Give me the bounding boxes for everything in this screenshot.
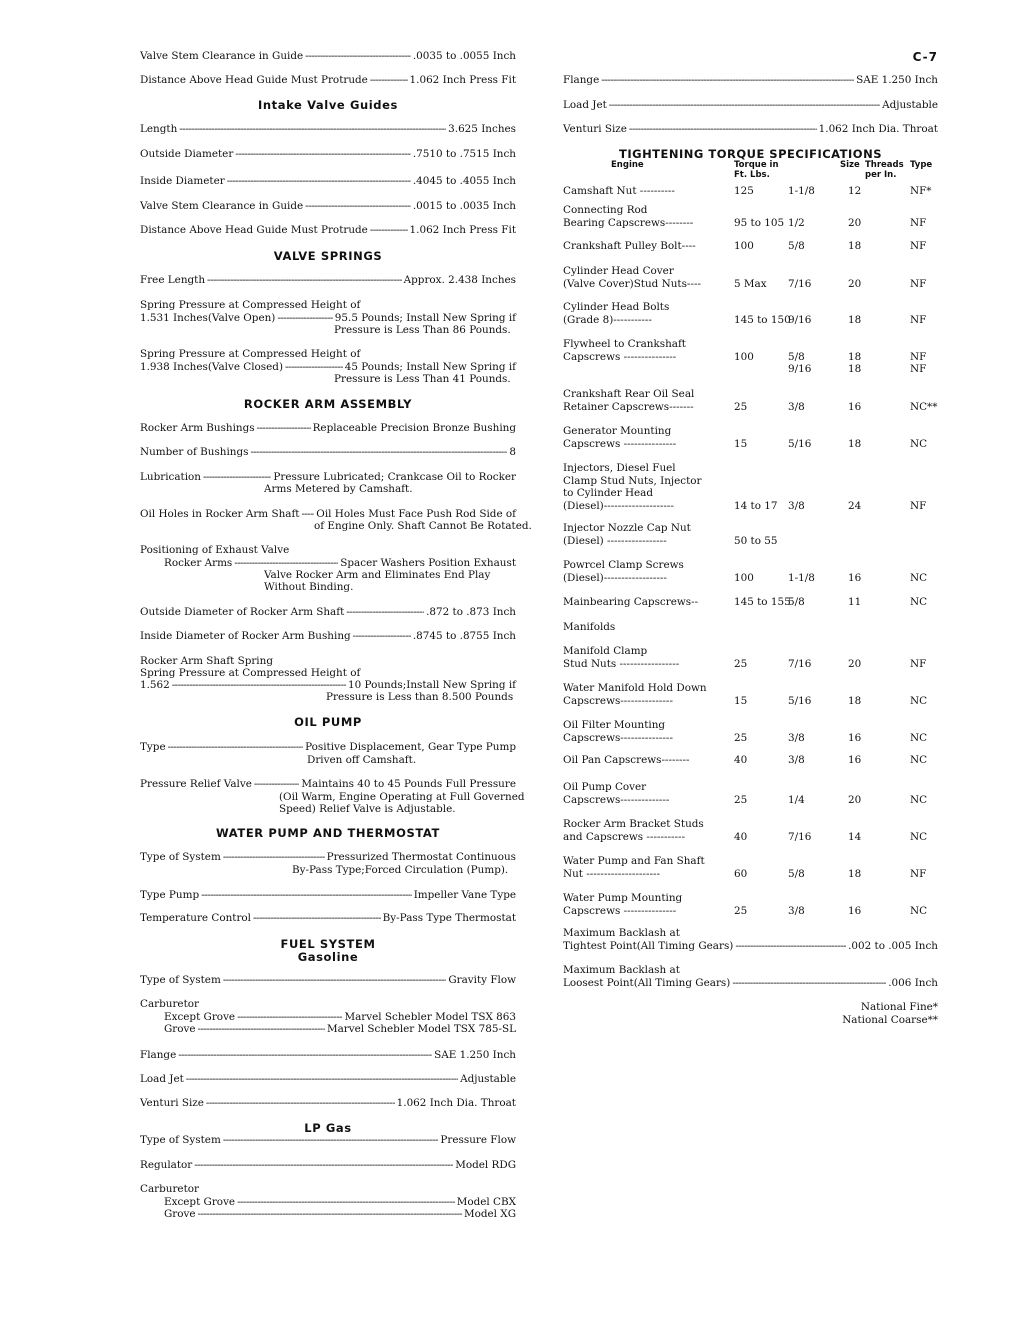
torque-row-torque: 145 to 150 xyxy=(734,313,791,326)
torque-row-threads: 20 xyxy=(848,216,862,229)
torque-row-torque: 50 to 55 xyxy=(734,534,778,547)
torque-row-torque: 25 xyxy=(734,657,748,670)
torque-row-name: Rocker Arm Bracket Studs and Capscrews ----------- xyxy=(563,818,704,843)
torque-row-type: NC xyxy=(910,571,928,584)
torque-row-type: NF* xyxy=(910,185,932,197)
torque-row-type: NC xyxy=(910,754,928,766)
torque-row-threads: 16 xyxy=(848,904,862,917)
spec-row: Type of System ----- Pressurized Thermostat Continuous xyxy=(140,851,516,863)
spec-line: Without Binding. xyxy=(264,581,354,593)
spec-line: Pressure is Less Than 41 Pounds. xyxy=(334,373,511,385)
spec-line: of Engine Only. Shaft Cannot Be Rotated. xyxy=(314,520,532,532)
torque-row-name: Oil Pan Capscrews-------- xyxy=(563,754,690,766)
torque-row-threads: 18 xyxy=(848,313,862,326)
column-header-size: Size xyxy=(840,160,860,170)
torque-row-type: NF xyxy=(910,657,927,670)
torque-row-torque: 14 to 17 xyxy=(734,499,778,512)
column-header-type: Type xyxy=(910,160,933,170)
torque-row-threads: 20 xyxy=(848,277,862,290)
torque-row-name: Oil Filter Mounting Capscrews--------------- xyxy=(563,719,673,744)
note-national-coarse: National Coarse** xyxy=(842,1014,938,1026)
torque-row-torque: 100 xyxy=(734,571,754,584)
torque-row-size: 1-1/8 xyxy=(788,185,815,197)
torque-row-name: Injector Nozzle Cap Nut (Diesel) ----------------- xyxy=(563,522,691,547)
spec-row: Valve Stem Clearance in Guide ----- .0035 to .0055 Inch xyxy=(140,50,516,62)
torque-row-threads: 16 xyxy=(848,754,862,766)
torque-row-size: 7/16 xyxy=(788,277,812,290)
torque-row-name: Generator Mounting Capscrews --------------- xyxy=(563,425,677,450)
fuel-system-heading: FUEL SYSTEM Gasoline xyxy=(140,938,516,964)
spec-line: Maximum Backlash at xyxy=(563,927,680,939)
torque-row-name: Oil Pump Cover Capscrews-------------- xyxy=(563,781,670,806)
spec-row: Rocker Arms ----- Spacer Washers Position Exhaust xyxy=(164,557,516,569)
torque-row-type: NF xyxy=(910,277,927,290)
torque-row-torque: 125 xyxy=(734,185,754,197)
spec-row: Load Jet ----- Adjustable xyxy=(563,99,938,111)
torque-row-torque: 5 Max xyxy=(734,277,767,290)
spec-row: Type of System ----- Gravity Flow xyxy=(140,974,516,986)
torque-row-torque: 100 xyxy=(734,350,754,363)
torque-row-threads: 20 xyxy=(848,657,862,670)
torque-row-size: 1/2 xyxy=(788,216,805,229)
torque-row-type: NC xyxy=(910,793,928,806)
torque-row-threads: 14 xyxy=(848,830,862,843)
torque-row-torque: 95 to 105 xyxy=(734,216,785,229)
rocker-arm-heading: ROCKER ARM ASSEMBLY xyxy=(243,397,413,411)
torque-row-torque: 15 xyxy=(734,694,748,707)
torque-row-size: 3/8 xyxy=(788,754,805,766)
torque-row-name: Mainbearing Capscrews-- xyxy=(563,596,699,608)
torque-row-threads: 20 xyxy=(848,793,862,806)
spec-row: Grove ----- Model XG xyxy=(164,1208,516,1220)
spec-row: Lubrication ----- Pressure Lubricated; Crankcase Oil to Rocker xyxy=(140,471,516,483)
column-header-threads: Threads per In. xyxy=(865,160,904,180)
spec-line: Pressure is Less Than 86 Pounds. xyxy=(334,324,511,336)
spec-row: 1.562 ----- 10 Pounds;Install New Spring if xyxy=(140,679,516,691)
torque-row-name: Manifold Clamp Stud Nuts ----------------- xyxy=(563,645,680,670)
spec-line: Valve Rocker Arm and Eliminates End Play xyxy=(264,569,491,581)
spec-line: Maximum Backlash at xyxy=(563,964,680,976)
column-header-engine: Engine xyxy=(611,160,644,170)
torque-row-torque: 40 xyxy=(734,754,748,766)
torque-row-size: 3/8 xyxy=(788,904,805,917)
torque-row-threads: 18 xyxy=(848,240,862,252)
spec-line: Spring Pressure at Compressed Height of xyxy=(140,348,361,360)
fuel-subheading: Gasoline xyxy=(297,950,359,964)
spec-row: Type Pump ----- Impeller Vane Type xyxy=(140,889,516,901)
thread-notes xyxy=(842,1001,938,1027)
oil-pump-heading: OIL PUMP xyxy=(294,715,362,729)
torque-row-type: NC** xyxy=(910,400,938,413)
torque-row-name: Camshaft Nut ---------- xyxy=(563,185,675,197)
spec-row: Outside Diameter of Rocker Arm Shaft ----- .872 to .873 Inch xyxy=(140,606,516,618)
torque-row-size: 5/8 9/16 xyxy=(788,350,812,375)
column-header-torque: Torque in Ft. Lbs. xyxy=(734,160,779,180)
spec-line: Spring Pressure at Compressed Height of xyxy=(140,667,361,679)
torque-row-size: 5/8 xyxy=(788,596,805,608)
torque-row-size: 3/8 xyxy=(788,731,805,744)
torque-row-type: NC xyxy=(910,437,928,450)
torque-row-threads: 16 xyxy=(848,731,862,744)
torque-row-name: Connecting Rod Bearing Capscrews-------- xyxy=(563,204,694,229)
spec-line: Speed) Relief Valve is Adjustable. xyxy=(279,803,456,815)
torque-row-threads: 18 xyxy=(848,437,862,450)
torque-row-name: Water Pump Mounting Capscrews --------------- xyxy=(563,892,683,917)
spec-row: 1.531 Inches(Valve Open) ----- 95.5 Pounds; Install New Spring if xyxy=(140,312,516,324)
torque-row-size: 1-1/8 xyxy=(788,571,815,584)
torque-row-torque: 100 xyxy=(734,240,754,252)
torque-row-name: Water Pump and Fan Shaft Nut --------------------- xyxy=(563,855,705,880)
spec-line: By-Pass Type;Forced Circulation (Pump). xyxy=(292,864,509,876)
torque-row-torque: 25 xyxy=(734,400,748,413)
torque-row-size: 9/16 xyxy=(788,313,812,326)
torque-row-size: 5/16 xyxy=(788,694,812,707)
torque-row-type: NC xyxy=(910,596,928,608)
spec-row: Venturi Size ----- 1.062 Inch Dia. Throat xyxy=(140,1097,516,1109)
torque-row-torque: 25 xyxy=(734,904,748,917)
spec-row: Type ----- Positive Displacement, Gear Type Pump xyxy=(140,741,516,753)
spec-line: Pressure is Less than 8.500 Pounds xyxy=(326,691,514,703)
torque-row-size: 1/4 xyxy=(788,793,805,806)
torque-row-torque: 60 xyxy=(734,867,748,880)
spec-row: Flange ----- SAE 1.250 Inch xyxy=(563,74,938,86)
spec-row: Regulator ----- Model RDG xyxy=(140,1159,516,1171)
torque-row-name: Manifolds xyxy=(563,621,616,633)
spec-row: Venturi Size ----- 1.062 Inch Dia. Throat xyxy=(563,123,938,135)
torque-row-name: Crankshaft Pulley Bolt---- xyxy=(563,240,696,252)
torque-table-heading: TIGHTENING TORQUE SPECIFICATIONS xyxy=(619,147,882,161)
torque-row-threads: 18 xyxy=(848,867,862,880)
torque-row-size: 7/16 xyxy=(788,657,812,670)
spec-line: Driven off Camshaft. xyxy=(307,754,417,766)
torque-row-name: Crankshaft Rear Oil Seal Retainer Capscrews------- xyxy=(563,388,695,413)
torque-row-name: Flywheel to Crankshaft Capscrews --------------- xyxy=(563,338,686,363)
spec-row: Except Grove ----- Model CBX xyxy=(164,1196,516,1208)
spec-row: Load Jet ----- Adjustable xyxy=(140,1073,516,1085)
spec-row: Valve Stem Clearance in Guide ----- .0015 to .0035 Inch xyxy=(140,200,516,212)
spec-row: Rocker Arm Bushings ----- Replaceable Precision Bronze Bushing xyxy=(140,422,516,434)
torque-row-threads: 12 xyxy=(848,185,862,197)
note-national-fine: National Fine* xyxy=(860,1001,938,1013)
torque-row-size: 3/8 xyxy=(788,400,805,413)
torque-row-threads: 16 xyxy=(848,400,862,413)
torque-row-size: 5/16 xyxy=(788,437,812,450)
spec-row: Inside Diameter ----- .4045 to .4055 Inch xyxy=(140,175,516,187)
torque-row-size: 5/8 xyxy=(788,867,805,880)
torque-row-torque: 25 xyxy=(734,793,748,806)
torque-row-type: NC xyxy=(910,830,928,843)
torque-row-type: NC xyxy=(910,904,928,917)
spec-row: 1.938 Inches(Valve Closed) ----- 45 Pounds; Install New Spring if xyxy=(140,361,516,373)
spec-row: Length ----- 3.625 Inches xyxy=(140,123,516,135)
torque-row-size: 7/16 xyxy=(788,830,812,843)
torque-row-torque: 40 xyxy=(734,830,748,843)
torque-row-threads: 16 xyxy=(848,571,862,584)
valve-springs-heading: VALVE SPRINGS xyxy=(273,249,383,263)
spec-row: Grove ----- Marvel Schebler Model TSX 785-SL xyxy=(164,1023,516,1035)
spec-row: Outside Diameter ----- .7510 to .7515 Inch xyxy=(140,148,516,160)
spec-row: Temperature Control ----- By-Pass Type Thermostat xyxy=(140,912,516,924)
torque-row-name: Cylinder Head Bolts (Grade 8)----------- xyxy=(563,301,670,326)
spec-row: Except Grove ----- Marvel Schebler Model TSX 863 xyxy=(164,1011,516,1023)
torque-row-type: NF xyxy=(910,867,927,880)
spec-row: Oil Holes in Rocker Arm Shaft ----- Oil Holes Must Face Push Rod Side of xyxy=(140,508,516,520)
torque-row-name: Cylinder Head Cover (Valve Cover)Stud Nuts---- xyxy=(563,265,701,290)
torque-row-type: NF xyxy=(910,240,927,252)
torque-row-torque: 15 xyxy=(734,437,748,450)
spec-row: Pressure Relief Valve ----- Maintains 40 to 45 Pounds Full Pressure xyxy=(140,778,516,790)
page-number: C-7 xyxy=(912,50,938,64)
torque-row-type: NF xyxy=(910,499,927,512)
spec-row: Distance Above Head Guide Must Protrude ----- 1.062 Inch Press Fit xyxy=(140,74,516,86)
lp-gas-heading: LP Gas xyxy=(304,1121,352,1135)
torque-row-name: Injectors, Diesel Fuel Clamp Stud Nuts, Injector to Cylinder Head (Diesel)-------------------- xyxy=(563,462,702,512)
torque-row-type: NF xyxy=(910,216,927,229)
torque-row-size: 3/8 xyxy=(788,499,805,512)
spec-line: Carburetor xyxy=(140,1183,199,1195)
spec-row: Tightest Point(All Timing Gears) ----- .002 to .005 Inch xyxy=(563,940,938,952)
spec-row: Distance Above Head Guide Must Protrude ----- 1.062 Inch Press Fit xyxy=(140,224,516,236)
torque-row-type: NC xyxy=(910,694,928,707)
spec-row: Inside Diameter of Rocker Arm Bushing ----- .8745 to .8755 Inch xyxy=(140,630,516,642)
torque-row-type: NF xyxy=(910,313,927,326)
spec-row: Free Length ----- Approx. 2.438 Inches xyxy=(140,274,516,286)
torque-row-size: 5/8 xyxy=(788,240,805,252)
torque-row-threads: 24 xyxy=(848,499,862,512)
torque-row-type: NF NF xyxy=(910,350,927,375)
spec-line: Positioning of Exhaust Valve xyxy=(140,544,290,556)
torque-row-threads: 11 xyxy=(848,596,862,608)
torque-row-name: Water Manifold Hold Down Capscrews--------------- xyxy=(563,682,707,707)
spec-line: (Oil Warm, Engine Operating at Full Governed xyxy=(279,791,525,803)
spec-line: Arms Metered by Camshaft. xyxy=(264,483,413,495)
spec-line: Spring Pressure at Compressed Height of xyxy=(140,299,361,311)
torque-row-torque: 25 xyxy=(734,731,748,744)
torque-row-threads: 18 18 xyxy=(848,350,862,375)
spec-line: Carburetor xyxy=(140,998,199,1010)
torque-row-type: NC xyxy=(910,731,928,744)
torque-row-torque: 145 to 155 xyxy=(734,596,791,608)
spec-row: Loosest Point(All Timing Gears) ----- .006 Inch xyxy=(563,977,938,989)
spec-line: Rocker Arm Shaft Spring xyxy=(140,655,273,667)
spec-row: Flange ----- SAE 1.250 Inch xyxy=(140,1049,516,1061)
torque-row-name: Powrcel Clamp Screws (Diesel)------------------ xyxy=(563,559,684,584)
spec-row: Type of System ----- Pressure Flow xyxy=(140,1134,516,1146)
intake-valve-guides-heading: Intake Valve Guides xyxy=(258,98,398,112)
torque-row-threads: 18 xyxy=(848,694,862,707)
spec-row: Number of Bushings ----- 8 xyxy=(140,446,516,458)
water-pump-heading: WATER PUMP AND THERMOSTAT xyxy=(216,826,440,840)
